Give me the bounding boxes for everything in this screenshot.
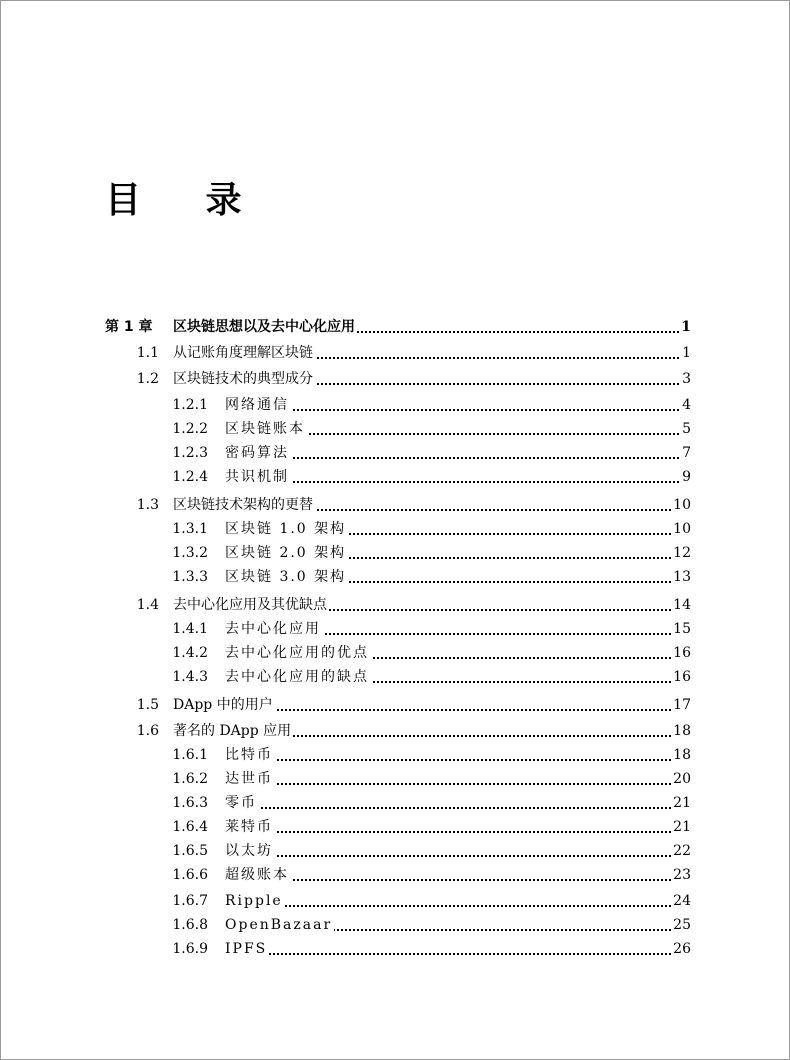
page-title: 目 录 — [105, 180, 268, 221]
toc-subsection-entry[interactable] — [1, 791, 790, 815]
toc-subsection-entry[interactable] — [1, 889, 790, 913]
toc-subsection-entry[interactable] — [1, 665, 790, 689]
dot-leader — [225, 457, 687, 459]
toc-entry-title: IPFS — [225, 937, 269, 961]
toc-entry-title: 区块链技术架构的更替 — [173, 493, 315, 517]
toc-entry-number: 1.4.2 — [172, 645, 208, 661]
toc-subsection-entry[interactable] — [1, 617, 790, 641]
toc-entry-title: DApp 中的用户 — [173, 693, 275, 717]
toc-entry-number: 1.3.3 — [172, 569, 208, 585]
toc-entry-title: 区块链 3.0 架构 — [225, 565, 348, 589]
toc-entry-title: 去中心化应用 — [225, 617, 323, 641]
toc-entry-number: 1.6.8 — [172, 917, 208, 933]
toc-subsection-entry[interactable] — [1, 565, 790, 589]
toc-entry-number: 1.2.3 — [172, 445, 208, 461]
toc-entry-page-number: 22 — [671, 839, 691, 863]
toc-entry-page-number: 10 — [671, 493, 691, 517]
toc-entry-page-number: 24 — [671, 889, 691, 913]
toc-entry-number: 1.2.2 — [172, 421, 208, 437]
toc-subsection-entry[interactable] — [1, 815, 790, 839]
toc-entry-title: 区块链 2.0 架构 — [225, 541, 348, 565]
dot-leader — [225, 953, 687, 955]
toc-entry-number: 1.6.6 — [172, 867, 208, 883]
toc-entry-page-number: 15 — [671, 617, 691, 641]
toc-entry-page-number: 1 — [680, 341, 691, 365]
toc-entry-page-number: 18 — [671, 719, 691, 743]
toc-subsection-entry[interactable] — [1, 839, 790, 863]
toc-section-entry[interactable] — [1, 493, 790, 517]
toc-subsection-entry[interactable] — [1, 393, 790, 417]
toc-entry-number: 1.6.1 — [172, 747, 208, 763]
toc-entry-title: 区块链技术的典型成分 — [173, 367, 315, 391]
toc-entry-title: 区块链 1.0 架构 — [225, 517, 348, 541]
toc-subsection-entry[interactable] — [1, 517, 790, 541]
dot-leader — [225, 783, 687, 785]
toc-entry-page-number: 17 — [671, 693, 691, 717]
toc-entry-page-number: 13 — [671, 565, 691, 589]
toc-subsection-entry[interactable] — [1, 767, 790, 791]
toc-entry-title: 超级账本 — [225, 863, 291, 887]
toc-subsection-entry[interactable] — [1, 743, 790, 767]
toc-subsection-entry[interactable] — [1, 937, 790, 961]
toc-entry-number: 1.2 — [136, 371, 159, 387]
toc-entry-number: 1.4.1 — [172, 621, 208, 637]
toc-entry-page-number: 5 — [680, 417, 691, 441]
dot-leader — [225, 807, 687, 809]
dot-leader — [225, 879, 687, 881]
toc-entry-title: 去中心化应用的缺点 — [225, 665, 371, 689]
toc-entry-page-number: 21 — [671, 815, 691, 839]
toc-subsection-entry[interactable] — [1, 417, 790, 441]
toc-entry-page-number: 4 — [680, 393, 691, 417]
toc-section-entry[interactable] — [1, 693, 790, 717]
toc-subsection-entry[interactable] — [1, 541, 790, 565]
toc-entry-page-number: 14 — [671, 593, 691, 617]
toc-entry-page-number: 21 — [671, 791, 691, 815]
toc-entry-title: 从记账角度理解区块链 — [173, 341, 315, 365]
toc-subsection-entry[interactable] — [1, 641, 790, 665]
toc-entry-number: 1.1 — [136, 345, 159, 361]
toc-entry-number: 1.6 — [136, 723, 159, 739]
toc-subsection-entry[interactable] — [1, 441, 790, 465]
toc-entry-page-number: 7 — [680, 441, 691, 465]
toc-entry-title: 去中心化应用的优点 — [225, 641, 371, 665]
toc-entry-number: 1.6.4 — [172, 819, 208, 835]
toc-section-entry[interactable] — [1, 593, 790, 617]
toc-chapter-entry[interactable] — [1, 315, 790, 339]
toc-subsection-entry[interactable] — [1, 863, 790, 887]
toc-entry-page-number: 10 — [671, 517, 691, 541]
toc-entry-title: 网络通信 — [225, 393, 291, 417]
toc-entry-title: 达世币 — [225, 767, 275, 791]
dot-leader — [225, 831, 687, 833]
toc-subsection-entry[interactable] — [1, 465, 790, 489]
toc-entry-page-number: 3 — [680, 367, 691, 391]
toc-entry-number: 1.6.9 — [172, 941, 208, 957]
toc-section-entry[interactable] — [1, 341, 790, 365]
toc-entry-page-number: 16 — [671, 641, 691, 665]
toc-entry-number: 1.5 — [136, 697, 159, 713]
toc-entry-title: 密码算法 — [225, 441, 291, 465]
toc-entry-title: 共识机制 — [225, 465, 291, 489]
dot-leader — [225, 855, 687, 857]
toc-entry-title: 区块链账本 — [225, 417, 307, 441]
toc-entry-title: 比特币 — [225, 743, 275, 767]
toc-entry-title: 去中心化应用及其优缺点 — [173, 593, 329, 617]
toc-entry-page-number: 16 — [671, 665, 691, 689]
toc-entry-page-number: 1 — [679, 315, 691, 339]
toc-entry-page-number: 23 — [671, 863, 691, 887]
toc-entry-number: 1.3 — [136, 497, 159, 513]
toc-entry-page-number: 25 — [671, 913, 691, 937]
toc-entry-title: 区块链思想以及去中心化应用 — [173, 315, 357, 339]
toc-entry-number: 1.6.2 — [172, 771, 208, 787]
toc-entry-number: 1.2.4 — [172, 469, 208, 485]
dot-leader — [225, 409, 687, 411]
toc-section-entry[interactable] — [1, 367, 790, 391]
toc-section-entry[interactable] — [1, 719, 790, 743]
toc-entry-number: 1.6.7 — [172, 893, 208, 909]
toc-entry-title: 著名的 DApp 应用 — [173, 719, 293, 743]
toc-entry-page-number: 9 — [680, 465, 691, 489]
toc-entry-title: 零币 — [225, 791, 259, 815]
toc-entry-number: 1.4 — [136, 597, 159, 613]
toc-entry-title: OpenBazaar — [225, 913, 334, 937]
dot-leader — [225, 481, 687, 483]
toc-entry-number: 1.4.3 — [172, 669, 208, 685]
toc-entry-number: 1.3.2 — [172, 545, 208, 561]
toc-entry-number: 1.3.1 — [172, 521, 208, 537]
toc-entry-page-number: 12 — [671, 541, 691, 565]
toc-entry-page-number: 18 — [671, 743, 691, 767]
toc-entry-title: Ripple — [225, 889, 285, 913]
dot-leader — [225, 759, 687, 761]
toc-entry-page-number: 26 — [671, 937, 691, 961]
toc-subsection-entry[interactable] — [1, 913, 790, 937]
toc-entry-page-number: 20 — [671, 767, 691, 791]
toc-entry-number: 1.6.5 — [172, 843, 208, 859]
toc-entry-title: 以太坊 — [225, 839, 275, 863]
dot-leader — [225, 905, 687, 907]
toc-entry-number: 1.6.3 — [172, 795, 208, 811]
toc-entry-number: 1.2.1 — [172, 397, 208, 413]
toc-entry-title: 莱特币 — [225, 815, 275, 839]
toc-entry-number: 第 1 章 — [105, 319, 153, 335]
